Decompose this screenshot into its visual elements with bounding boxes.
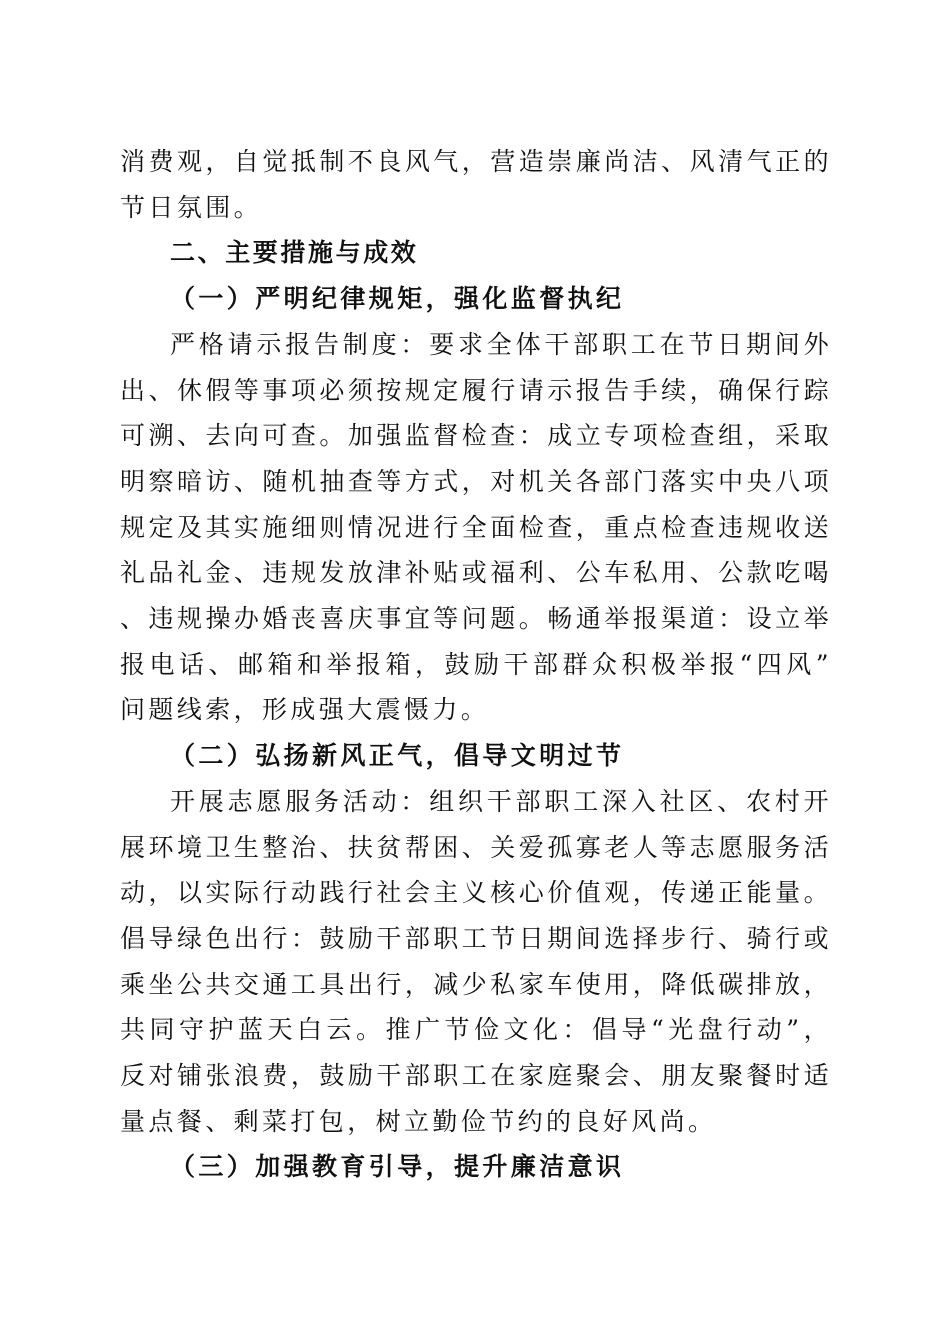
subsection-heading-3: （三）加强教育引导，提升廉洁意识 <box>170 1152 625 1182</box>
subsection-heading-1: （一）严明纪律规矩，强化监督执纪 <box>170 284 625 314</box>
section-heading: 二、主要措施与成效 <box>170 238 419 268</box>
paragraph-continuation: 消费观，自觉抵制不良风气，营造崇廉尚洁、风清气正的节日氛围。 <box>120 147 832 222</box>
document-body <box>120 139 832 1190</box>
paragraph-civilized-holiday: 开展志愿服务活动：组织干部职工深入社区、农村开展环境卫生整治、扶贫帮困、关爱孤寡老人等志愿服务活动，以实际行动践行社会主义核心价值观，传递正能量。倡导绿色出行：鼓励干部职工节日期间选择步行、骑行或乘坐公共交通工具出行，减少私家车使用，降低碳排放，共同守护蓝天白云。推广节俭文化：倡导“光盘行动”，反对铺张浪费，鼓励干部职工在家庭聚会、朋友聚餐时适量点餐、剩菜打包，树立勤俭节约的良好风尚。 <box>120 786 832 1136</box>
subsection-heading-2: （二）弘扬新风正气，倡导文明过节 <box>170 741 625 771</box>
paragraph-discipline: 严格请示报告制度：要求全体干部职工在节日期间外出、休假等事项必须按规定履行请示报告手续，确保行踪可溯、去向可查。加强监督检查：成立专项检查组，采取明察暗访、随机抽查等方式，对机关各部门落实中央八项规定及其实施细则情况进行全面检查，重点检查违规收送礼品礼金、违规发放津补贴或福利、公车私用、公款吃喝、违规操办婚丧喜庆事宜等问题。畅通举报渠道：设立举报电话、邮箱和举报箱，鼓励干部群众积极举报“四风”问题线索，形成强大震慑力。 <box>120 329 832 725</box>
